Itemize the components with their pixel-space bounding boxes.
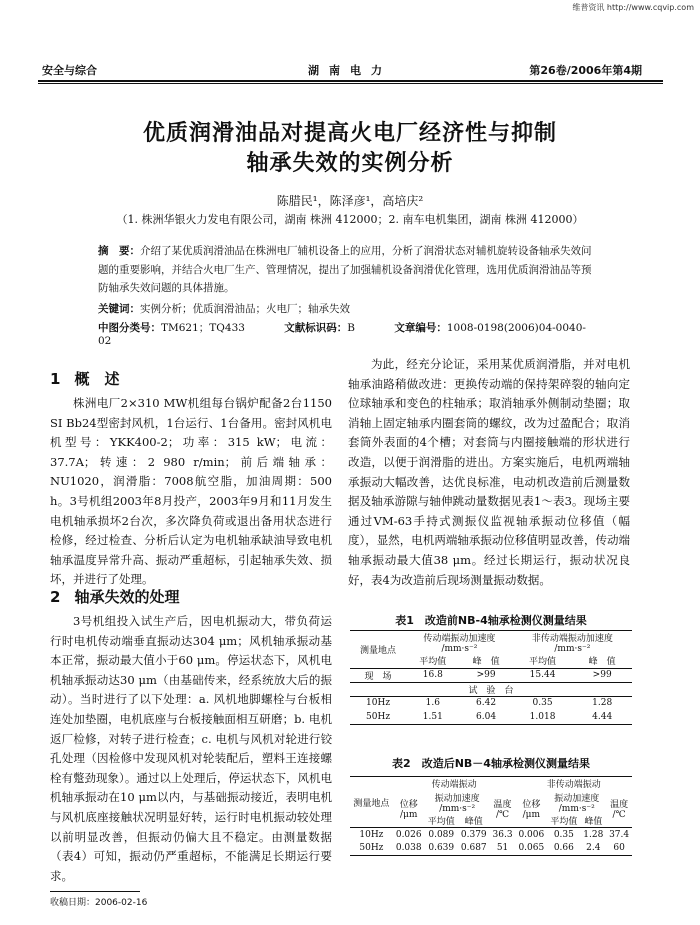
footnote-rule [50,891,140,892]
abstract [98,242,598,298]
table-cell: 50Hz [366,711,391,722]
table-1 [350,630,632,725]
t1-h-avg: 平均值 [419,657,447,668]
doc-value: B [347,322,356,334]
table-cell: 1.018 [529,711,556,722]
t2-h-acc2: 振动加速度 /mm·s⁻² [554,793,600,814]
section-2-heading [50,586,179,607]
table-row [350,842,632,856]
section-1-body: 株洲电厂2×310 MW机组每台锅炉配备2台1150 SI Bb24型密封风机，1台运行、1台备用。密封风机电机型号：YKK400-2；功率：315 kW；电流：37.7A；转速：2 980 r/min；前后端轴承：NU1020，润滑脂：7008航空脂，加油周期：500 h。3号机组2003年8月投产，2003年9月和11月发生电机轴承损坏2台次，多次降负荷或退出备用状态进行检修，经过检查、分析后认定为电机轴承缺油导致电机轴承温度异常升高、振动严重超标，引起轴承失效、损坏，并进行了处理。 [50,396,332,587]
table-cell: 1.28 [592,698,613,709]
header-section: 安全与综合 [42,64,97,77]
watermark: 维普资讯 http://www.cqvip.com [572,3,694,12]
abstract-text: 介绍了某优质润滑油品在株洲电厂辅机设备上的应用，分析了润滑状态对辅机旋转设备轴承失效问题的重要影响，并结合火电厂生产、管理情况，提出了加强辅机设备润滑优化管理，选用优质润滑油品等预防轴承失效问题的具体措施。 [98,245,592,294]
table-cell: 0.687 [460,843,487,854]
table-cell: 0.379 [460,829,487,840]
table-row [350,710,632,724]
t1-h-loc: 测量地点 [360,645,397,656]
section-1-heading [50,368,119,389]
table-cell: 4.44 [592,711,613,722]
keywords [98,300,598,319]
table-cell: 10Hz [366,698,391,709]
t2-h-peak2: 峰值 [584,816,603,827]
t2-h-avg: 平均值 [427,816,455,827]
t2-h-disp: 位移 /μm [399,800,418,821]
table-cell: 51 [496,843,509,854]
art-value: 1008-0198(2006)04-0040-02 [98,322,586,347]
t1-h-peak: 峰 值 [472,657,500,668]
table-row [350,668,632,682]
table-cell: >99 [476,670,496,680]
table-cell: 36.3 [492,829,513,840]
table-cell: 0.66 [553,843,574,854]
table-cell: 1.51 [422,711,443,722]
t2-h-drive: 传动端振动 [431,780,477,791]
table-cell: 2.4 [586,843,601,854]
table-cell: 1.6 [425,698,440,709]
table-row [350,696,632,710]
received-date: 收稿日期：2006-02-16 [50,898,148,908]
header-rule-thin [38,83,663,84]
t1-h-nondrive: 非传动端振动加速度 /mm·s⁻² [531,634,613,654]
table-cell: 16.8 [422,670,443,680]
affiliations: （1. 株洲华银火力发电有限公司，湖南 株洲 412000；2. 南车电机集团，湖南 株洲 412000） [116,213,584,226]
title-line-2: 轴承失效的实例分析 [246,151,454,176]
section-2-body: 3号机组投入试生产后，因电机振动大，带负荷运行时电机传动端垂直振动达304 μm；风机轴承振动基本正常，振动最大值小于60 μm。停运状态下，风机电机轴承振动达30 μm（由基础传来，经系统放大后的振动）。当时进行了以下处理：a. 风机地脚螺栓与台板相连处加垫圈，电机底座与台板接触面相互研磨；b. 电机返厂检修，对转子进行检查；c. 电机与风机对轮进行铰孔处理（因检修中发现风机对轮装配后，塑料王连接螺栓有蹩劲现象）。通过以上处理后，停运状态下，风机电机轴承振动在10 μm以内，与基础振动接近，表明电机与风机底座接触状况明显好转，运行时电机振动较处理以前明显改善，但振动仍偏大且不稳定。由测量数据（表4）可知，振动仍严重超标，不能满足长期运行要求。 [50,614,332,883]
authors: 陈腊民¹，陈泽彦¹，高培庆² [276,194,424,208]
t2-h-avg2: 平均值 [550,816,578,827]
keywords-label: 关键词： [98,303,140,315]
table-cell: >99 [592,670,612,680]
table-cell: 0.006 [518,829,545,840]
table-cell: 0.038 [395,843,422,854]
classification-row [98,320,618,347]
t2-h-temp2: 温度 /℃ [610,800,629,821]
table-2 [350,776,632,856]
doc-label: 文献标识码： [284,322,348,334]
table-cell: 60 [613,843,625,854]
section-1-title: 概 述 [74,370,120,388]
table-2-caption: 表2 改造后NB－4轴承检测仪测量结果 [392,757,590,770]
right-column-body: 为此，经充分论证，采用某优质润滑脂，并对电机轴承油路稍做改进：更换传动端的保持架碎裂的轴向定位球轴承和变色的柱轴承；取消轴承外侧制动垫圈；取消轴上固定轴承内圈套筒的螺纹，改为过盈配合；取消套筒外表面的4个槽；对套筒与内圈接触端的形状进行改造，以便于润滑脂的进出。方案实施后，电机两端轴承振动大幅改善，达优良标准，电动机改造前后测量数据及轴承游隙与轴伸跳动量数据见表1～表3。现场主要通过VM-63手持式测振仪监视轴承振动位移值（幅度），显然，电机两端轴承振动位移值明显改善，传动端轴承振动最大值38 μm。经过长期运行，振动状况良好，表4为改造前后现场测量振动数据。 [348,357,630,587]
t1-bench-label: 试 验 台 [468,685,514,696]
keywords-text: 实例分析；优质润滑油品；火电厂；轴承失效 [140,303,350,315]
t1-h-peak2: 峰 值 [588,657,616,668]
t1-site-label: 现 场 [364,671,392,682]
abstract-label: 摘 要： [98,245,140,257]
table-cell: 0.026 [395,829,422,840]
table-cell: 0.089 [428,829,455,840]
section-2-number: 2 [50,588,61,606]
table-cell: 0.639 [428,843,455,854]
table-cell: 50Hz [359,843,384,854]
header-journal: 湖南电力 [308,64,392,77]
t1-h-avg2: 平均值 [529,657,557,668]
title-line-1: 优质润滑油品对提高火电厂经济性与抑制 [142,121,557,146]
header-rule [38,80,663,82]
t2-h-acc: 振动加速度 /mm·s⁻² [434,793,480,814]
t2-h-disp2: 位移 /μm [522,800,541,821]
table-cell: 15.44 [529,670,556,680]
table-cell: 6.42 [476,698,497,709]
art-label: 文章编号： [394,322,447,334]
table-cell: 37.4 [609,829,630,840]
header-issue: 第26卷/2006年第4期 [529,64,642,77]
table-1-caption: 表1 改造前NB-4轴承检测仪测量结果 [395,614,587,627]
t2-h-temp: 温度 /℃ [493,800,512,821]
section-2-title: 轴承失效的处理 [74,588,180,606]
table-cell: 0.35 [532,698,553,709]
section-1-number: 1 [50,370,61,388]
table-cell: 0.065 [518,843,545,854]
t2-h-peak: 峰值 [464,816,483,827]
table-cell: 10Hz [359,829,384,840]
table-cell: 1.28 [583,829,604,840]
cls-label: 中图分类号： [98,322,161,334]
table-cell: 0.35 [553,829,574,840]
t1-h-drive: 传动端振动加速度 /mm·s⁻² [423,634,496,654]
table-cell: 6.04 [476,711,497,722]
t2-h-nondrive: 非传动端振动 [546,780,601,791]
t2-h-loc: 测量地点 [353,798,390,809]
table-row [350,828,632,842]
cls-value: TM621；TQ433 [161,322,245,334]
